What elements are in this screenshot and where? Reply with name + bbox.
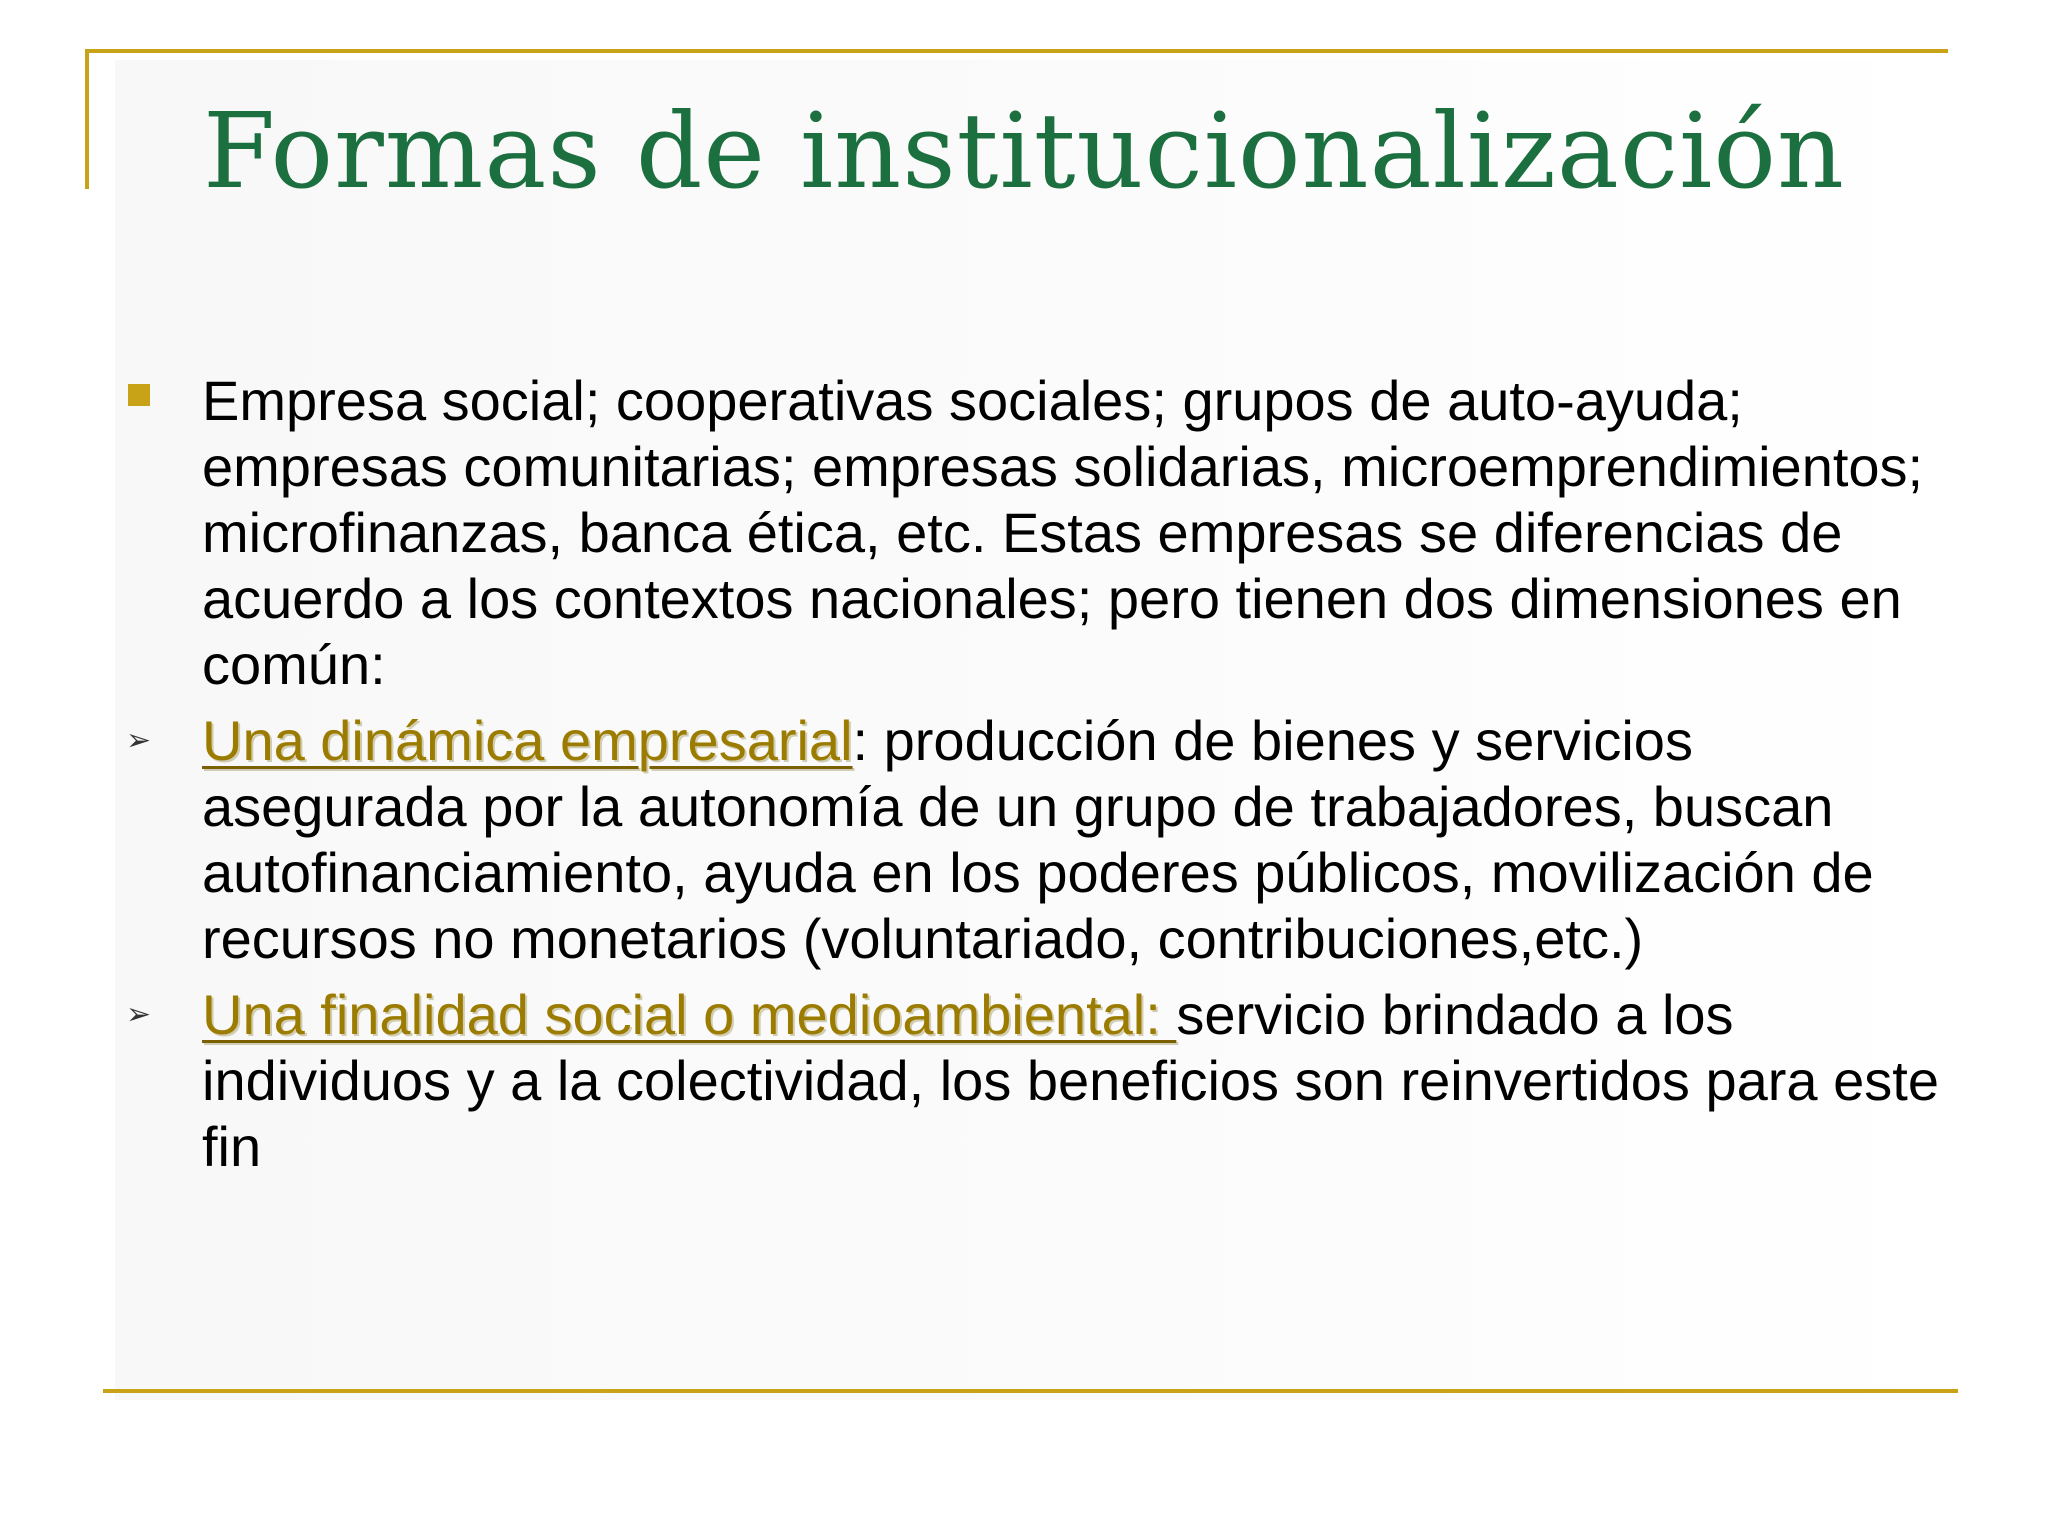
arrow-bullet-icon: ➢ [126, 998, 152, 1031]
bottom-accent-line [103, 1389, 1958, 1393]
bullet-text: : producción de bienes y servicios asegurada por la autonomía de un grupo de trabajadores, buscan autofinanciamiento, ayuda en los poderes públicos, movilización de recursos no monetarios (voluntariado, contribuciones,etc.) [202, 709, 1874, 970]
top-accent-line [85, 49, 1948, 53]
square-bullet-icon [128, 384, 150, 406]
bullet-text: Empresa social; cooperativas sociales; grupos de auto-ayuda; empresas comunitarias; empresas solidarias, microemprendimientos; microfinanzas, banca ética, etc. Estas empresas se diferencias de acuerdo a los contextos nacionales; pero tienen dos dimensiones en común: [202, 369, 1924, 696]
business-dynamic-link[interactable]: Una dinámica empresarial [202, 709, 853, 772]
bullet-item-enterprise-types [122, 368, 1962, 698]
slide-title: Formas de institucionalización [203, 90, 1845, 212]
bullet-text: servicio brindado a los individuos y a la colectividad, los beneficios son reinvertidos para este fin [202, 983, 1939, 1178]
arrow-bullet-icon: ➢ [126, 724, 152, 757]
bullet-list [122, 368, 1962, 1180]
bullet-item-business-dynamic [122, 708, 1962, 972]
bullet-item-social-purpose [122, 982, 1962, 1180]
social-purpose-link[interactable]: Una finalidad social o medioambiental: [202, 983, 1177, 1046]
